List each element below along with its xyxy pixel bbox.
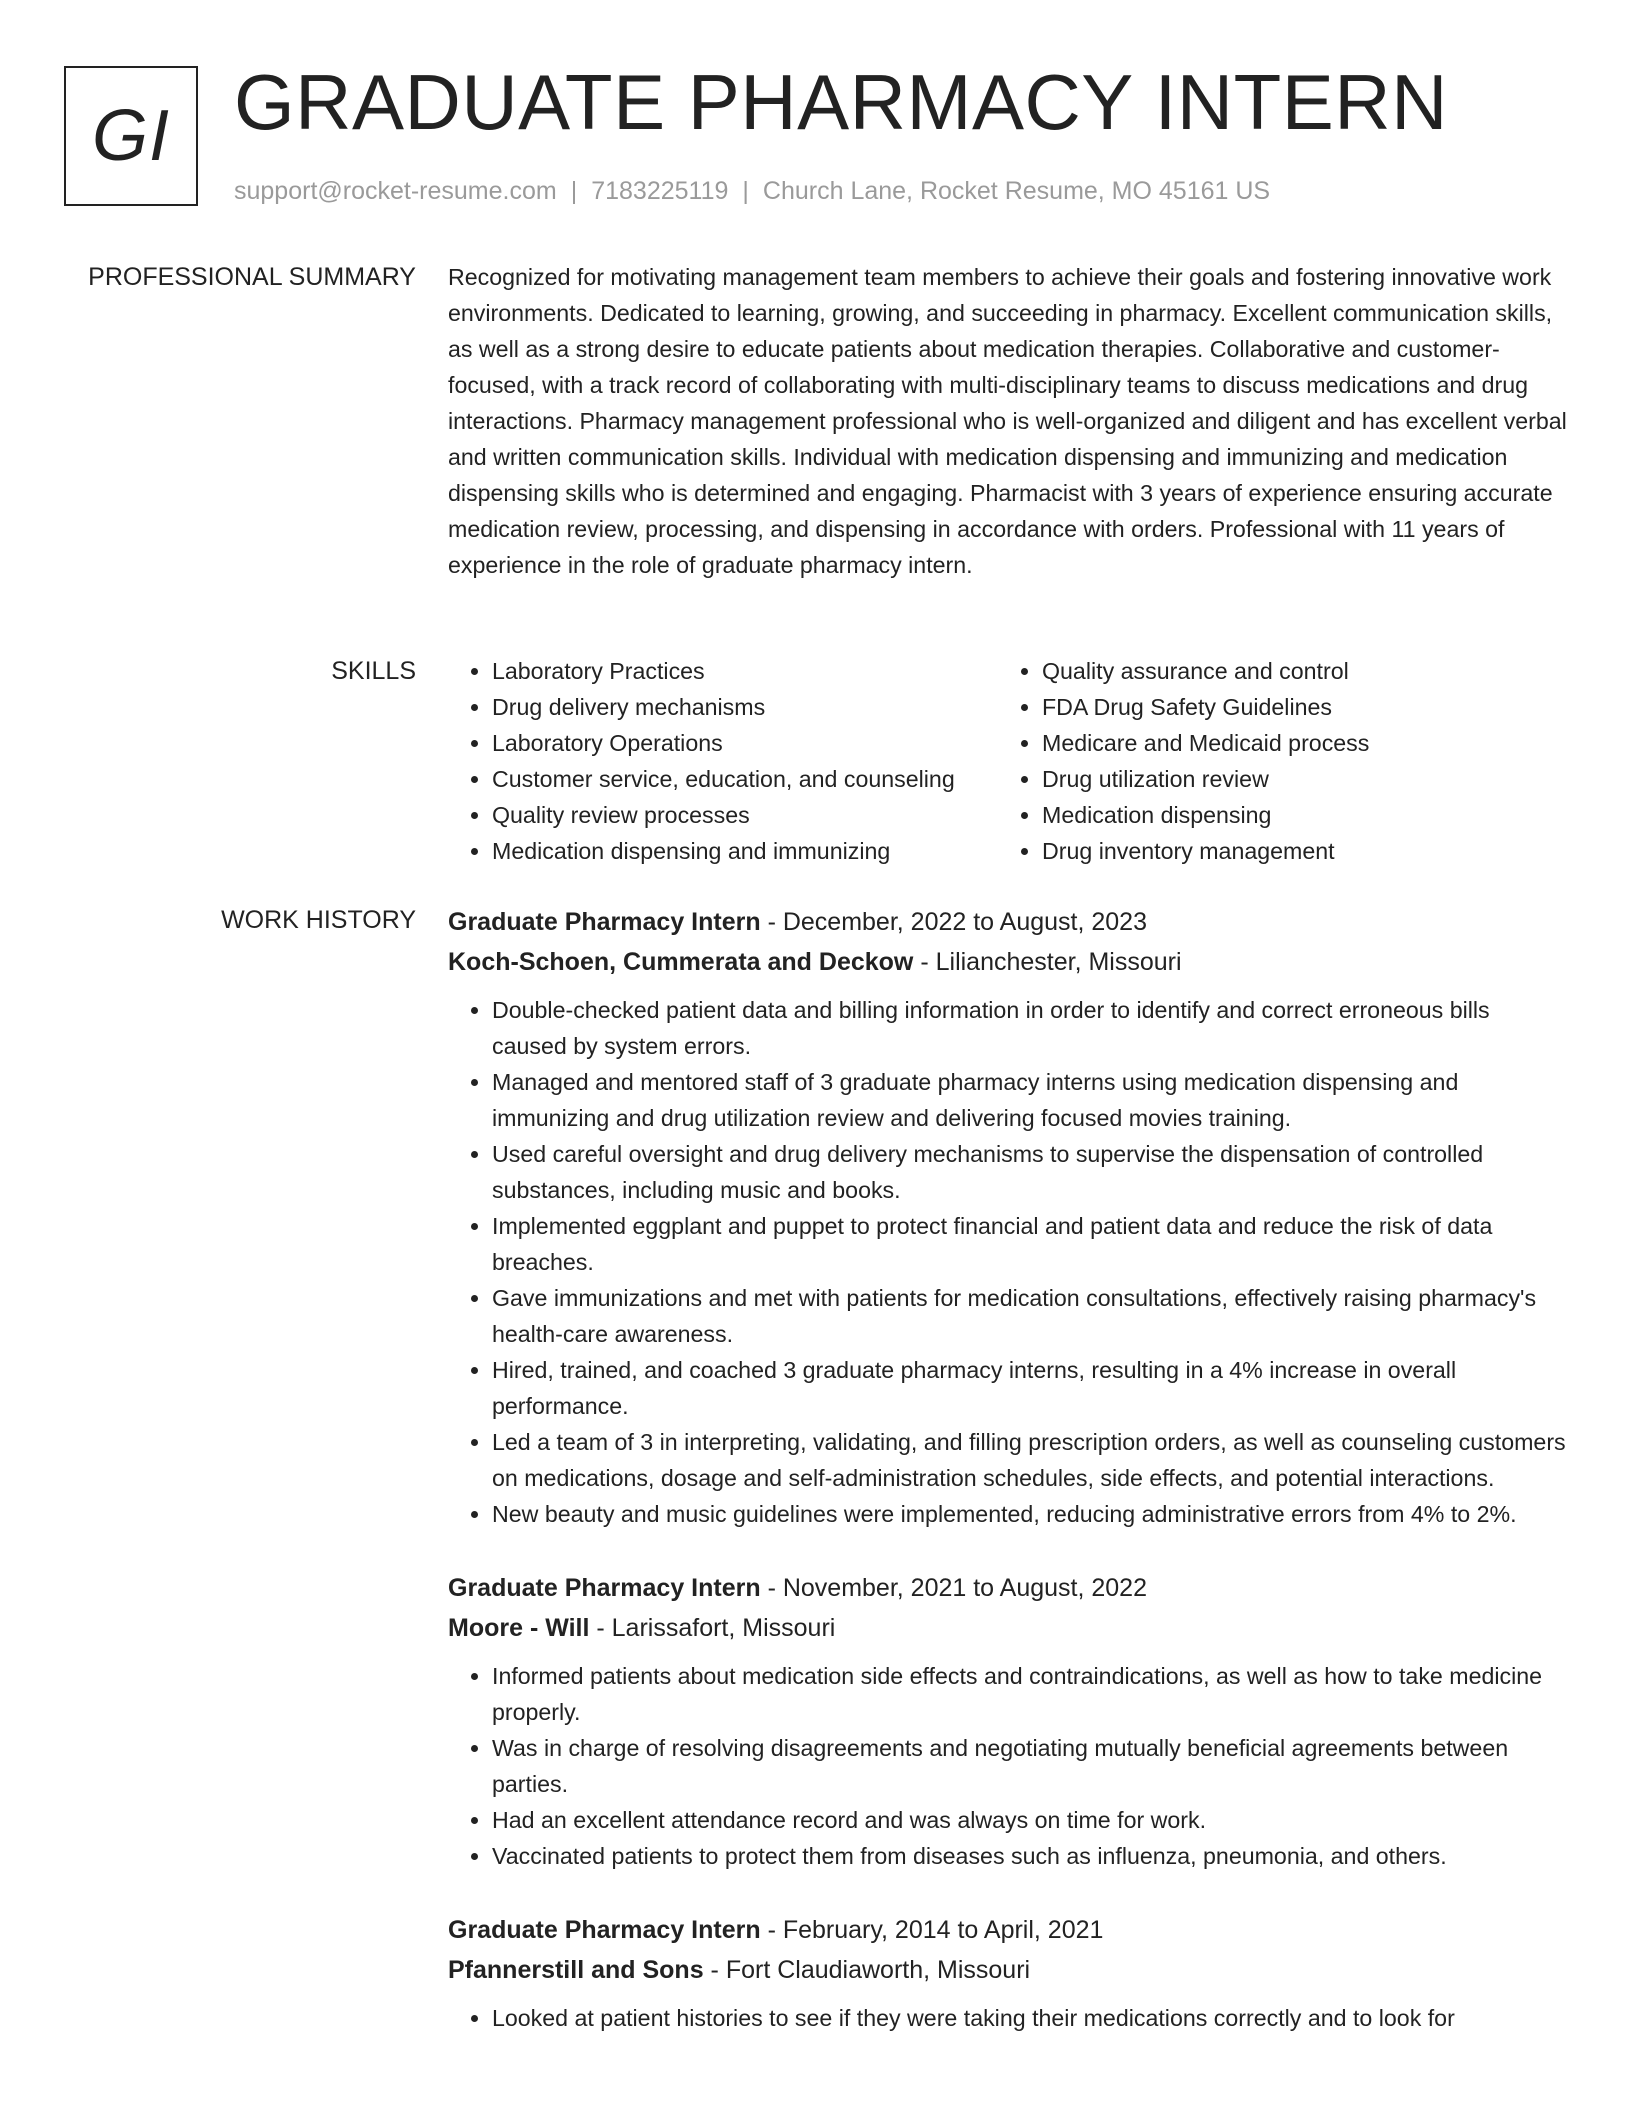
job-entry [448, 1568, 1568, 1874]
skills-columns [448, 653, 1568, 869]
skills-list-left [448, 653, 998, 869]
work-history-body [448, 902, 1568, 2072]
job-dates: - November, 2021 to August, 2022 [760, 1574, 1147, 1602]
job-bullet: • Led a team of 3 in interpreting, validating, and filling prescription orders, as well as counseling customers on medications, dosage and self-administration schedules, side effects, and potential interactions. [492, 1424, 1568, 1496]
job-dates: - February, 2014 to April, 2021 [760, 1916, 1104, 1944]
job-bullet: • Informed patients about medication side effects and contraindications, as well as how to take medicine properly. [492, 1658, 1568, 1730]
job-bullets [448, 992, 1568, 1532]
job-bullet: • Used careful oversight and drug delivery mechanisms to supervise the dispensation of controlled substances, including music and books. [492, 1136, 1568, 1208]
skills-list-right [998, 653, 1369, 869]
job-bullet: • Implemented eggplant and puppet to protect financial and patient data and reduce the risk of data breaches. [492, 1208, 1568, 1280]
skill-item: • Laboratory Practices [492, 653, 998, 689]
job-entry [448, 1910, 1568, 2036]
job-bullet: • Gave immunizations and met with patients for medication consultations, effectively raising pharmacy's health-care awareness. [492, 1280, 1568, 1352]
job-entry [448, 902, 1568, 1532]
job-company-line [448, 1950, 1568, 1990]
skills-body [448, 653, 1568, 869]
contact-email[interactable]: support@rocket-resume.com [234, 177, 557, 205]
job-bullet: • New beauty and music guidelines were implemented, reducing administrative errors from 4% to 2%. [492, 1496, 1568, 1532]
skill-item: • Customer service, education, and counseling [492, 761, 998, 797]
skill-item: • Drug utilization review [1042, 761, 1369, 797]
skill-item: • Medication dispensing [1042, 797, 1369, 833]
job-bullet: • Vaccinated patients to protect them from diseases such as influenza, pneumonia, and others. [492, 1838, 1568, 1874]
summary-body [448, 259, 1568, 583]
resume-title: GRADUATE PHARMACY INTERN [234, 58, 1448, 146]
job-company-line [448, 1608, 1568, 1648]
contact-line [234, 176, 1270, 206]
contact-separator: | [570, 177, 578, 205]
monogram-initials: GI [91, 96, 170, 176]
job-company: Moore - Will [448, 1614, 590, 1642]
job-bullet: • Had an excellent attendance record and was always on time for work. [492, 1802, 1568, 1838]
job-location: - Larissafort, Missouri [589, 1614, 836, 1642]
job-title: Graduate Pharmacy Intern [448, 1574, 761, 1602]
job-title: Graduate Pharmacy Intern [448, 1916, 761, 1944]
summary-text: Recognized for motivating management team members to achieve their goals and fostering innovative work environments. Dedicated to learning, growing, and succeeding in pharmacy. Excellent communication skills, as well as a strong desire to educate patients about medication therapies. Collaborative and customer-focused, with a track record of collaborating with multi-disciplinary teams to discuss medications and drug interactions. Pharmacy management professional who is well-organized and diligent and has excellent verbal and written communication skills. Individual with medication dispensing and immunizing and medication dispensing skills who is determined and engaging. Pharmacist with 3 years of experience ensuring accurate medication review, processing, and dispensing in accordance with orders. Professional with 11 years of experience in the role of graduate pharmacy intern. [448, 264, 1567, 578]
job-title-line [448, 1568, 1568, 1608]
job-bullet: • Was in charge of resolving disagreements and negotiating mutually beneficial agreements between parties. [492, 1730, 1568, 1802]
job-company: Koch-Schoen, Cummerata and Deckow [448, 948, 914, 976]
job-company-line [448, 942, 1568, 982]
contact-separator: | [742, 177, 749, 205]
job-location: - Fort Claudiaworth, Missouri [703, 1956, 1031, 1984]
job-title-line [448, 1910, 1568, 1950]
skill-item: • Drug delivery mechanisms [492, 689, 998, 725]
work-history-heading: WORK HISTORY [221, 906, 416, 934]
skill-item: • Quality review processes [492, 797, 998, 833]
job-bullet: • Hired, trained, and coached 3 graduate pharmacy interns, resulting in a 4% increase in overall performance. [492, 1352, 1568, 1424]
contact-address: Church Lane, Rocket Resume, MO 45161 US [762, 177, 1271, 205]
skill-item: • Medicare and Medicaid process [1042, 725, 1369, 761]
job-bullets [448, 2000, 1568, 2036]
skill-item: • Quality assurance and control [1042, 653, 1369, 689]
job-title: Graduate Pharmacy Intern [448, 908, 761, 936]
job-company: Pfannerstill and Sons [448, 1956, 704, 1984]
job-title-line [448, 902, 1568, 942]
contact-phone[interactable]: 7183225119 [591, 177, 729, 205]
job-bullet: • Double-checked patient data and billing information in order to identify and correct erroneous bills caused by system errors. [492, 992, 1568, 1064]
monogram-box [64, 66, 198, 206]
skill-item: • Laboratory Operations [492, 725, 998, 761]
skill-item: • FDA Drug Safety Guidelines [1042, 689, 1369, 725]
job-bullet: • Managed and mentored staff of 3 graduate pharmacy interns using medication dispensing and immunizing and drug utilization review and delivering focused movies training. [492, 1064, 1568, 1136]
skills-heading: SKILLS [331, 657, 416, 685]
job-dates: - December, 2022 to August, 2023 [760, 908, 1147, 936]
job-location: - Lilianchester, Missouri [913, 948, 1182, 976]
job-bullet: • Looked at patient histories to see if they were taking their medications correctly and to look for [492, 2000, 1568, 2036]
job-bullets [448, 1658, 1568, 1874]
summary-heading: PROFESSIONAL SUMMARY [88, 263, 416, 291]
skill-item: • Medication dispensing and immunizing [492, 833, 998, 869]
skill-item: • Drug inventory management [1042, 833, 1369, 869]
